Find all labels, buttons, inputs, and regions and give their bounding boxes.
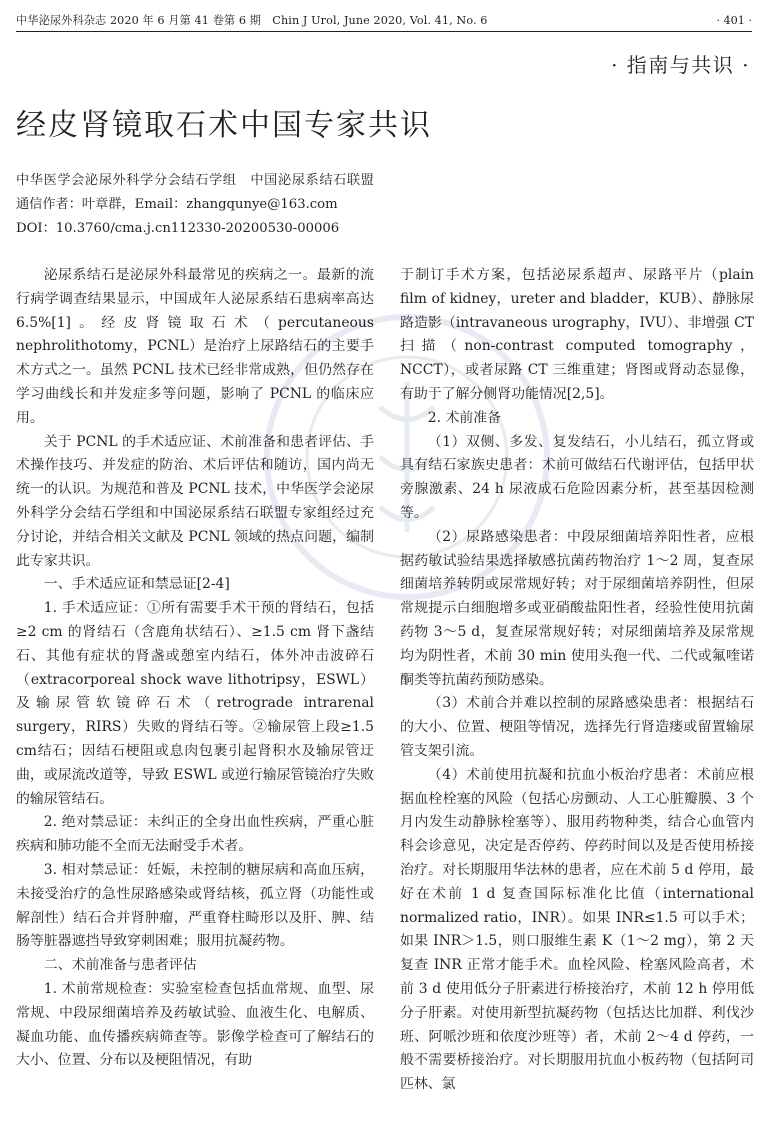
- running-head: [16, 12, 752, 30]
- journal-citation: 中华泌尿外科杂志 2020 年 6 月第 41 卷第 6 期 Chin J Urol, June 2020, Vol. 41, No. 6: [16, 14, 488, 27]
- paragraph: 2. 绝对禁忌证：未纠正的全身出血性疾病，严重心脏疾病和肺功能不全而无法耐受手术者。: [16, 814, 374, 855]
- section-heading: 一、手术适应证和禁忌证[2-4]: [43, 576, 230, 593]
- paragraph-continued: 于制订手术方案，包括泌尿系超声、尿路平片（plain film of kidney，ureter and bladder，KUB）、静脉尿路造影（intravaneous urography，IVU）、非增强 CT 扫描（non-contrast computed tomography，NCCT），或者尿路 CT 三维重建；肾图或肾动态显像，有助于了解分侧肾功能情况[2,5]。: [400, 267, 754, 402]
- body-column-right: [400, 264, 754, 1097]
- paragraph: （2）尿路感染患者：中段尿细菌培养阳性者，应根据药敏试验结果选择敏感抗菌药物治疗 1～2 周，复查尿细菌培养转阴或尿常规好转；对于尿细菌培养阴性，但尿常规提示白细胞增多或亚硝酸盐阳性者，经验性使用抗菌药物 3～5 d，复查尿常规好转；对尿细菌培养及尿常规均为阴性者，术前 30 min 使用头孢一代、二代或氟喹诺酮类等抗菌药预防感染。: [400, 528, 754, 688]
- correspondence-line: 通信作者：叶章群，Email：zhangqunye@163.com: [16, 197, 338, 212]
- paragraph: （4）术前使用抗凝和抗血小板治疗患者：术前应根据血栓栓塞的风险（包括心房颤动、人工心脏瓣膜、3 个月内发生动静脉栓塞等）、服用药物种类，结合心血管内科会诊意见，决定是否停药、停药时间以及是否使用桥接治疗。对长期服用华法林的患者，应在术前 5 d 停用，最好在术前 1 d 复查国际标准化比值（international normalized ratio，INR）。如果 INR≤1.5 可以手术；如果 INR＞1.5，则口服维生素 K（1～2 mg），第 2 天复查 INR 正常才能手术。血栓风险、栓塞风险高者，术前 3 d 使用低分子肝素进行桥接治疗，术前 12 h 停用低分子肝素。对使用新型抗凝药物（包括达比加群、利伐沙班、阿哌沙班和依度沙班等）者，术前 2～4 d 停药，一般不需要桥接治疗。对长期服用抗血小板药物（包括阿司匹林、氯: [400, 766, 754, 1093]
- paragraph: 泌尿系结石是泌尿外科最常见的疾病之一。最新的流行病学调查结果显示，中国成年人泌尿系结石患病率高达 6.5%[1]。经皮肾镜取石术（percutaneous nephrolithotomy，PCNL）是治疗上尿路结石的主要手术方式之一。虽然 PCNL 技术已经非常成熟，但仍然存在学习曲线长和并发症多等问题，影响了 PCNL 的临床应用。: [16, 267, 374, 426]
- paragraph: （1）双侧、多发、复发结石，小儿结石，孤立肾或具有结石家族史患者：术前可做结石代谢评估，包括甲状旁腺激素、24 h 尿液成石危险因素分析，甚至基因检测等。: [400, 433, 754, 521]
- section-heading: 二、术前准备与患者评估: [43, 957, 197, 974]
- paragraph: 1. 手术适应证：①所有需要手术干预的肾结石，包括≥2 cm 的肾结石（含鹿角状结石）、≥1.5 cm 肾下盏结石、其他有症状的肾盏或憩室内结石，体外冲击波碎石（extracorporeal shock wave lithotripsy，ESWL）及输尿管软镜碎石术（retrograde intrarenal surgery，RIRS）失败的肾结石等。②输尿管上段≥1.5 cm结石；因结石梗阻或息肉包裹引起肾积水及输尿管迂曲，或尿流改道等，导致 ESWL 或逆行输尿管镜治疗失败的输尿管结石。: [16, 600, 374, 807]
- paragraph: 关于 PCNL 的手术适应证、术前准备和患者评估、手术操作技巧、并发症的防治、术后评估和随访，国内尚无统一的认识。为规范和普及 PCNL 技术，中华医学会泌尿外科学分会结石学组和中国泌尿系结石联盟专家组经过充分讨论，并结合相关文献及 PCNL 领域的热点问题，编制此专家共识。: [16, 433, 374, 569]
- paragraph: （3）术前合并难以控制的尿路感染患者：根据结石的大小、位置、梗阻等情况，选择先行肾造瘘或留置输尿管支架引流。: [400, 695, 754, 759]
- body-column-left: [16, 264, 374, 1073]
- author-line: 中华医学会泌尿外科学分会结石学组 中国泌尿系结石联盟: [16, 173, 375, 188]
- article-title: 经皮肾镜取石术中国专家共识: [16, 108, 432, 143]
- header-rule: [16, 31, 752, 32]
- paragraph: 3. 相对禁忌证：妊娠，未控制的糖尿病和高血压病，未接受治疗的急性尿路感染或肾结核，孤立肾（功能性或解剖性）结石合并肾肿瘤，严重脊柱畸形以及肝、脾、结肠等脏器遮挡导致穿刺困难；服用抗凝药物。: [16, 861, 374, 950]
- paragraph: 1. 术前常规检查：实验室检查包括血常规、血型、尿常规、中段尿细菌培养及药敏试验、血液生化、电解质、凝血功能、血传播疾病筛查等。影像学检查可了解结石的大小、位置、分布以及梗阻情况，有助: [16, 980, 374, 1069]
- subsection-heading: 2. 术前准备: [427, 409, 502, 426]
- doi-line: DOI：10.3760/cma.j.cn112330-20200530-00006: [16, 221, 340, 236]
- section-tag: · 指南与共识 ·: [611, 53, 750, 77]
- page-number: · 401 ·: [716, 14, 752, 27]
